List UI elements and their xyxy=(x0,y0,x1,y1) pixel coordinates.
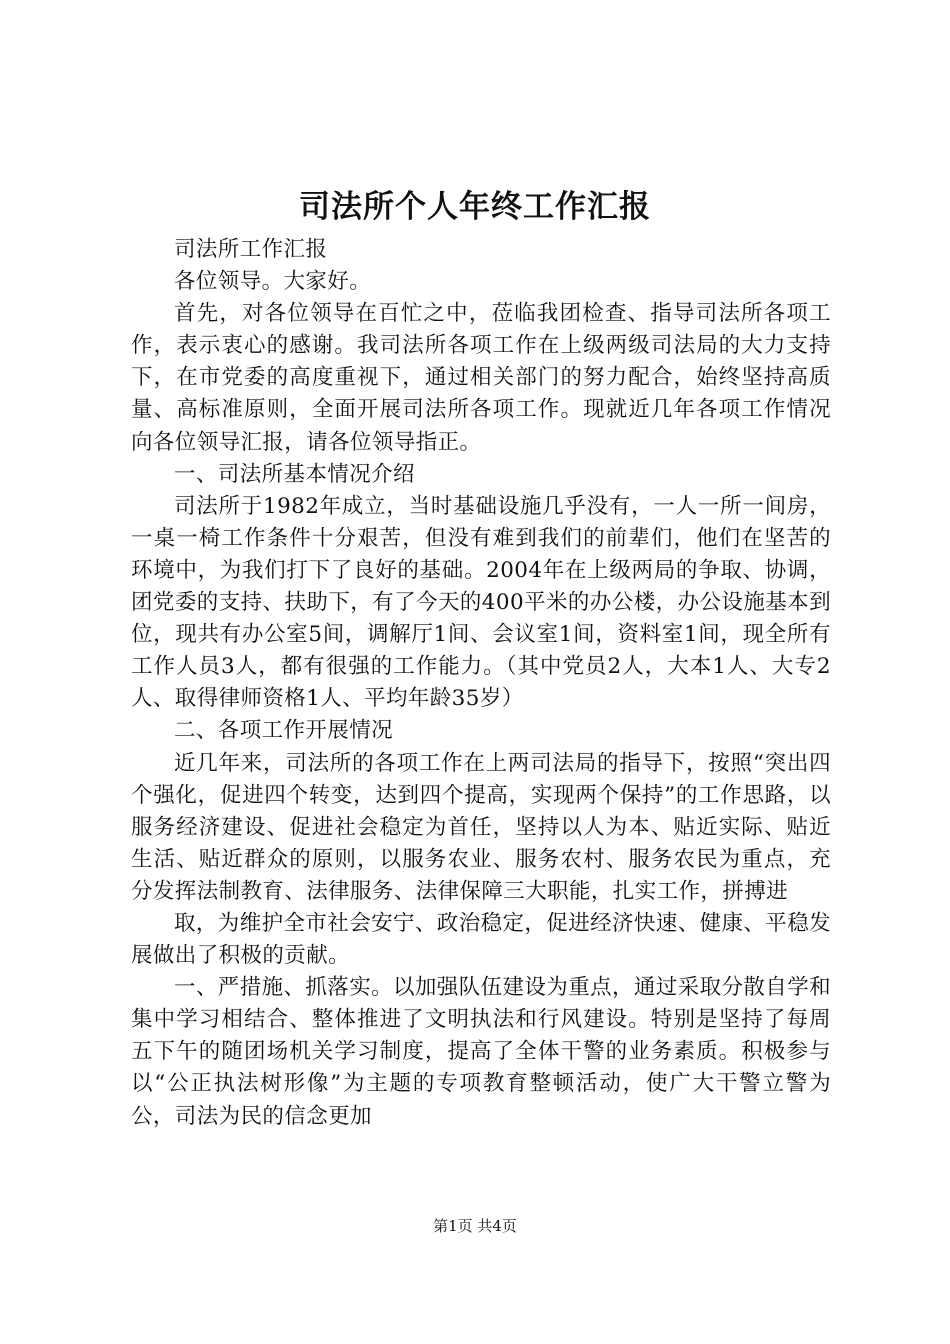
paragraph-basic-info: 司法所于1982年成立，当时基础设施几乎没有，一人一所一间房，一桌一椅工作条件十分艰苦，但没有难到我们的前辈们，他们在坚苦的环境中，为我们打下了良好的基础。2004年在上级两局的争取、协调，团党委的支持、扶助下，有了今天的400平米的办公楼，办公设施基本到位，现共有办公室5间，调解厅1间、会议室1间，资料室1间，现全所有工作人员3人，都有很强的工作能力。（其中党员2人，大本1人、大专2人、取得律师资格1人、平均年龄35岁） xyxy=(131,493,831,712)
paragraph-work-progress-cont: 取，为维护全市社会安宁、政治稳定，促进经济快速、健康、平稳发展做出了积极的贡献。 xyxy=(131,910,832,969)
page-number-footer: 第1页 共4页 xyxy=(433,1217,517,1235)
paragraph-intro: 首先，对各位领导在百忙之中，莅临我团检查、指导司法所各项工作，表示衷心的感谢。我司法所各项工作在上级两级司法局的大力支持下，在市党委的高度重视下，通过相关部门的努力配合，始终坚持高质量、高标准原则，全面开展司法所各项工作。现就近几年各项工作情况向各位领导汇报，请各位领导指正。 xyxy=(131,301,831,455)
paragraph-greeting: 各位领导。大家好。 xyxy=(174,269,372,295)
section-heading-basic-info: 一、司法所基本情况介绍 xyxy=(174,461,415,487)
paragraph-work-progress: 近几年来，司法所的各项工作在上两司法局的指导下，按照“突出四个强化，促进四个转变，达到四个提高，实现两个保持”的工作思路，以服务经济建设、促进社会稳定为首任，坚持以人为本、贴近实际、贴近生活、贴近群众的原则，以服务农业、服务农村、服务农民为重点，充分发挥法制教育、法律服务、法律保障三大职能，扎实工作，拼搏进 xyxy=(131,750,831,904)
section-heading-work-progress: 二、各项工作开展情况 xyxy=(174,718,394,744)
document-body xyxy=(131,234,831,1133)
document-title: 司法所个人年终工作汇报 xyxy=(299,189,651,225)
paragraph-measures: 一、严措施、抓落实。以加强队伍建设为重点，通过采取分散自学和集中学习相结合、整体推进了文明执法和行风建设。特别是坚持了每周五下午的随团场机关学习制度，提高了全体干警的业务素质。积极参与以“公正执法树形像”为主题的专项教育整顿活动，使广大干警立警为公，司法为民的信念更加 xyxy=(131,975,832,1129)
paragraph-heading-report: 司法所工作汇报 xyxy=(174,237,328,262)
